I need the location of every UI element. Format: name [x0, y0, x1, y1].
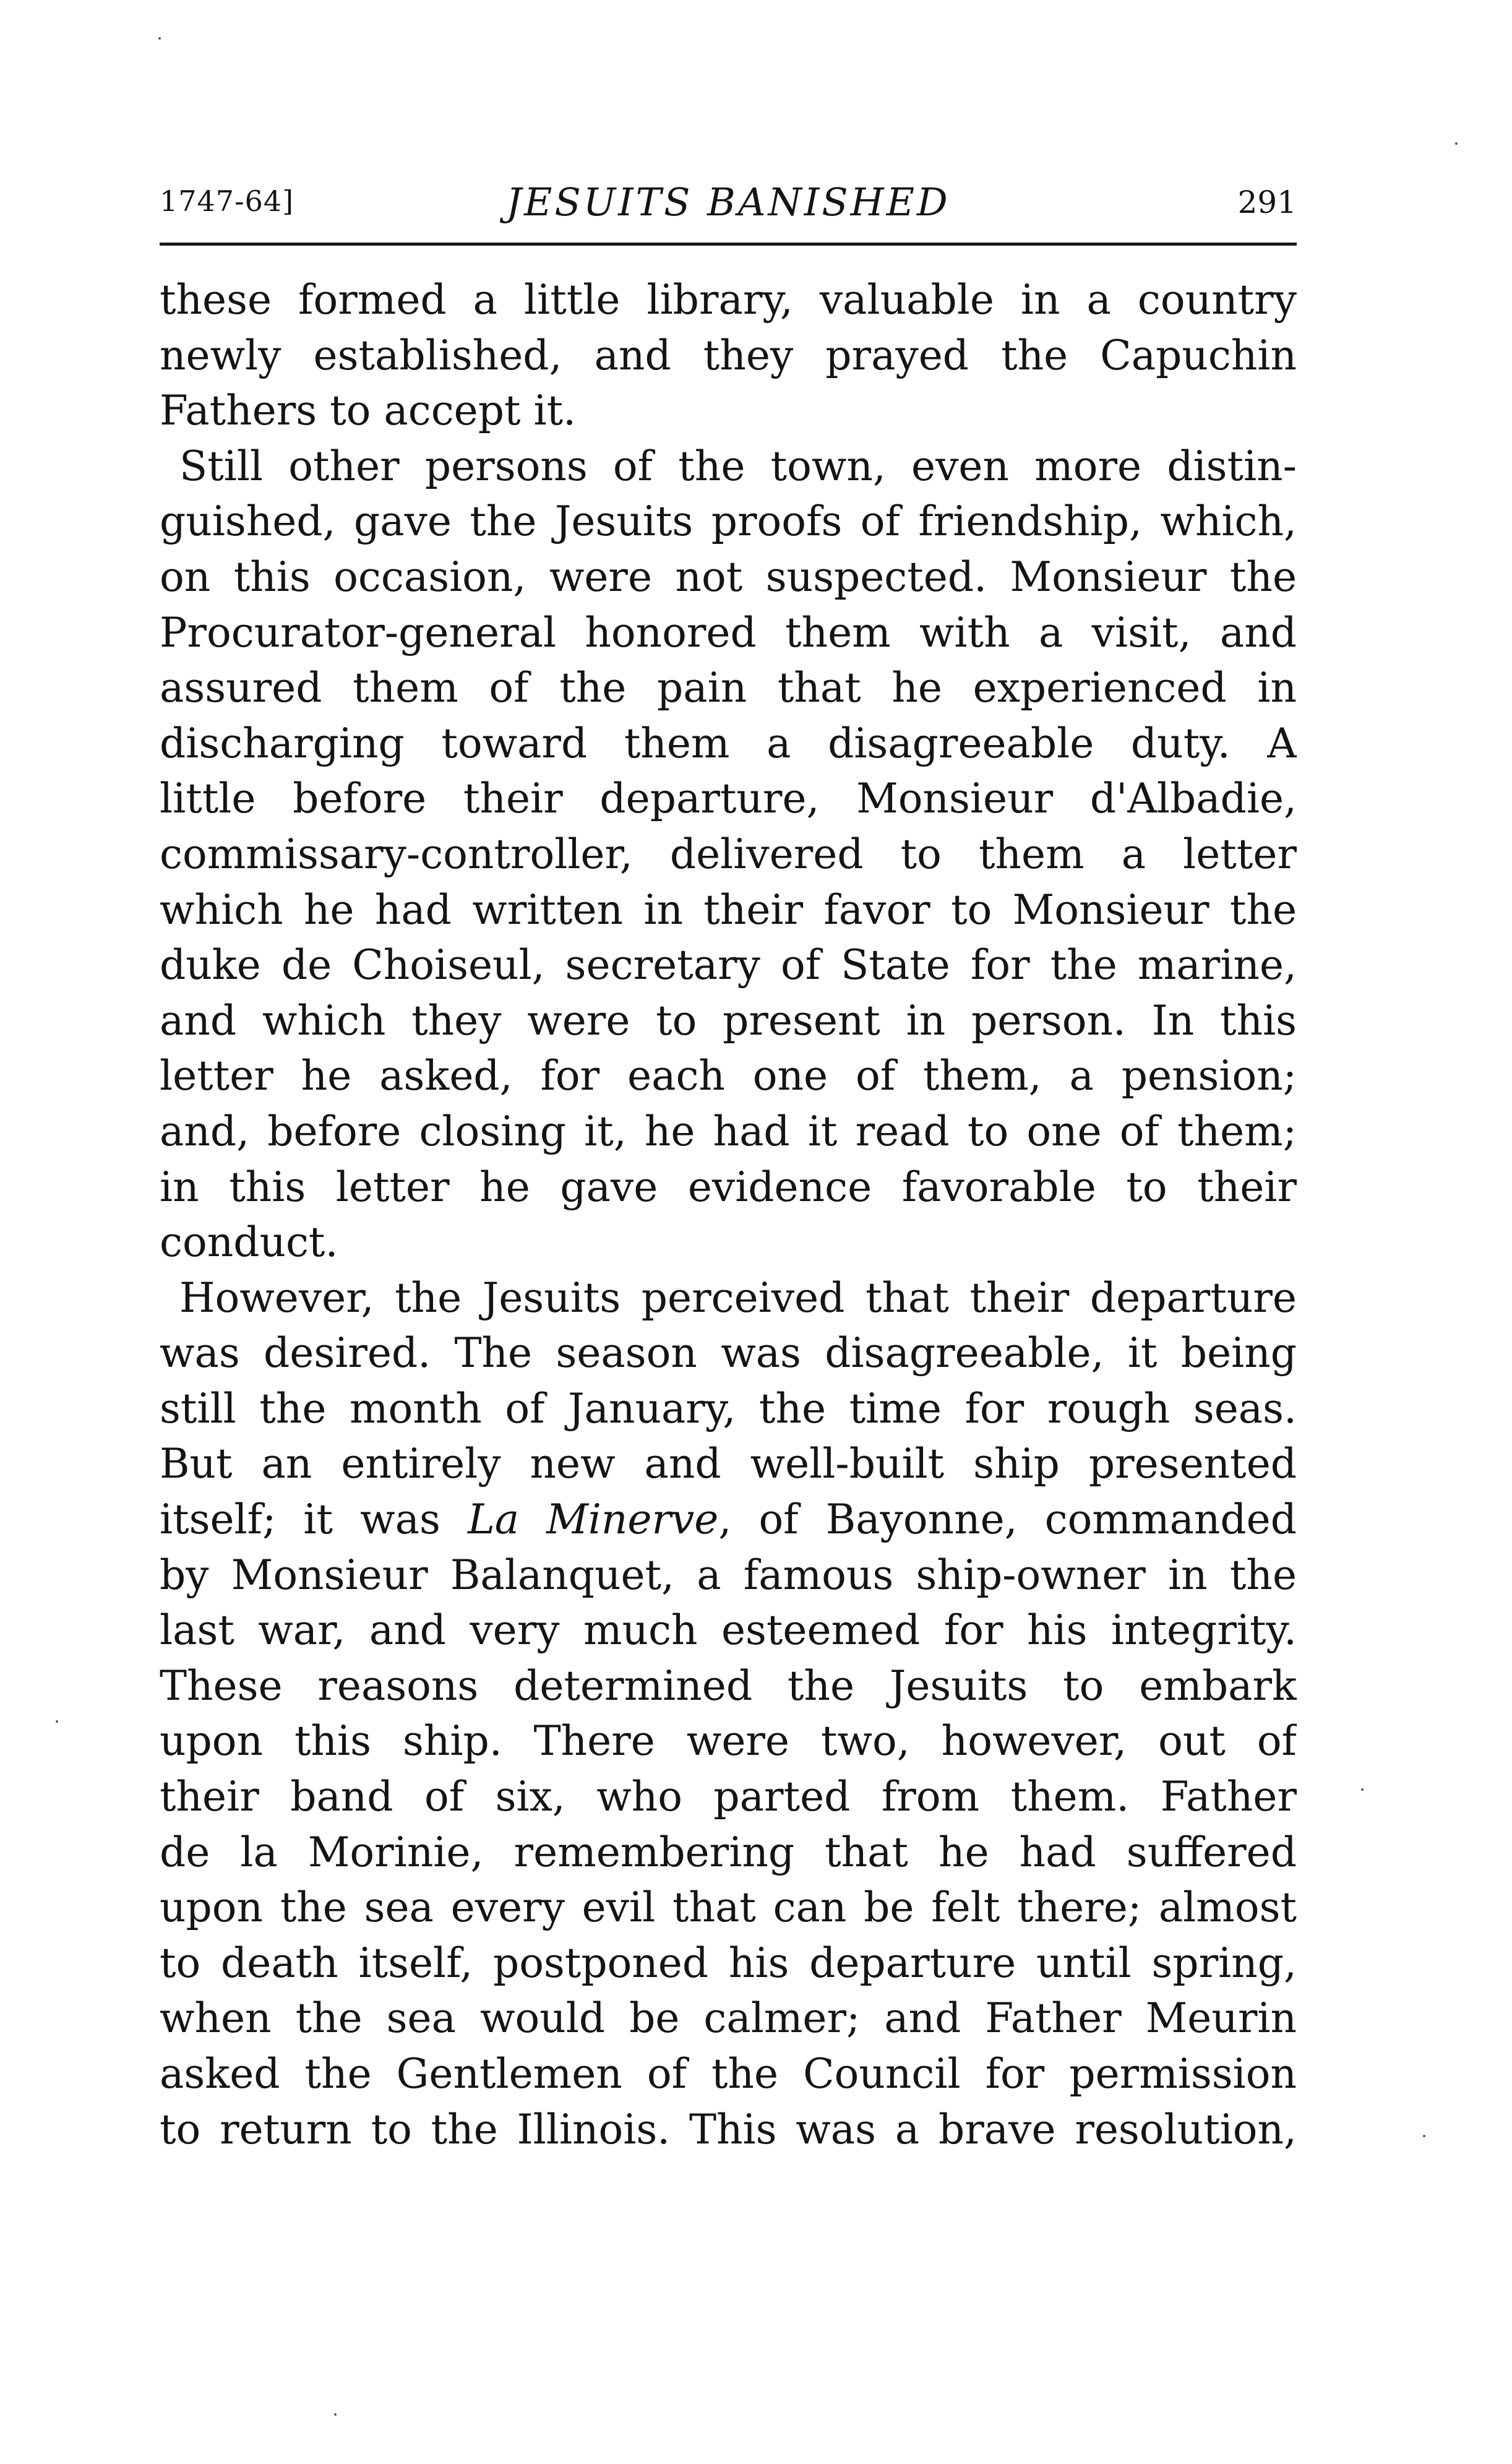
scan-speck — [1423, 2135, 1425, 2137]
scan-speck — [1455, 142, 1458, 145]
text-line: Still other persons of the town, even more distin- — [179, 442, 1297, 490]
text-line: last war, and very much esteemed for his integrity. — [160, 1606, 1297, 1655]
text-line: But an entirely new and well-built ship presented — [160, 1440, 1297, 1488]
running-header — [160, 179, 1297, 235]
text-line: duke de Choiseul, secretary of State for the marine, — [160, 941, 1297, 989]
text-line: However, the Jesuits perceived that their departure — [179, 1273, 1297, 1322]
scan-speck — [1361, 1788, 1364, 1791]
scan-speck — [158, 37, 161, 40]
text-line: upon this ship. There were two, however, out of — [160, 1717, 1297, 1765]
text-line: when the sea would be calmer; and Father Meurin — [160, 1994, 1297, 2043]
text-line: little before their departure, Monsieur d'Albadie, — [160, 775, 1297, 823]
text-line: asked the Gentlemen of the Council for permission — [160, 2050, 1297, 2098]
text-line: in this letter he gave evidence favorable to their — [160, 1163, 1297, 1211]
text-line: to death itself, postponed his departure until spring, — [160, 1939, 1297, 1987]
text-line: to return to the Illinois. This was a brave resolution, — [160, 2105, 1297, 2153]
text-line: letter he asked, for each one of them, a pension; — [160, 1052, 1297, 1100]
text-line: on this occasion, were not suspected. Monsieur the — [160, 553, 1297, 601]
text-line: upon the sea every evil that can be felt there; almost — [160, 1884, 1297, 1932]
text-line: guished, gave the Jesuits proofs of friendship, which, — [160, 498, 1297, 546]
text-line: de la Morinie, remembering that he had suffered — [160, 1828, 1297, 1876]
text-line: These reasons determined the Jesuits to embark — [160, 1661, 1297, 1710]
text-line: still the month of January, the time for rough seas. — [160, 1384, 1297, 1432]
text-line: their band of six, who parted from them. Father — [160, 1773, 1297, 1821]
text-line: commissary-controller, delivered to them a letter — [160, 830, 1297, 878]
scan-speck — [56, 1720, 58, 1723]
text-line: Procurator-general honored them with a visit, and — [160, 608, 1297, 657]
page-number: 291 — [1237, 184, 1297, 220]
text-line: conduct. — [160, 1218, 338, 1267]
text-line: discharging toward them a disagreeable duty. A — [160, 719, 1297, 767]
text-line: by Monsieur Balanquet, a famous ship-owner in the — [160, 1551, 1297, 1599]
text-line: Fathers to accept it. — [160, 387, 577, 435]
text-line: itself; it was La Minerve, of Bayonne, commanded — [160, 1496, 1297, 1544]
scan-speck — [334, 2413, 337, 2416]
text-line: assured them of the pain that he experienced in — [160, 664, 1297, 712]
text-line: and which they were to present in person. In this — [160, 996, 1297, 1045]
text-line: was desired. The season was disagreeable, it being — [160, 1329, 1297, 1377]
header-date-range: 1747-64] — [160, 184, 294, 218]
text-line: newly established, and they prayed the Capuchin — [160, 331, 1297, 379]
ship-name: La Minerve — [467, 1496, 719, 1544]
header-rule — [160, 243, 1297, 246]
text-line: these formed a little library, valuable in a country — [160, 276, 1297, 324]
text-line: and, before closing it, he had it read to one of them; — [160, 1107, 1297, 1155]
header-title: JESUITS BANISHED — [506, 179, 950, 225]
text-line: which he had written in their favor to Monsieur the — [160, 885, 1297, 934]
body-text — [160, 272, 1297, 2157]
